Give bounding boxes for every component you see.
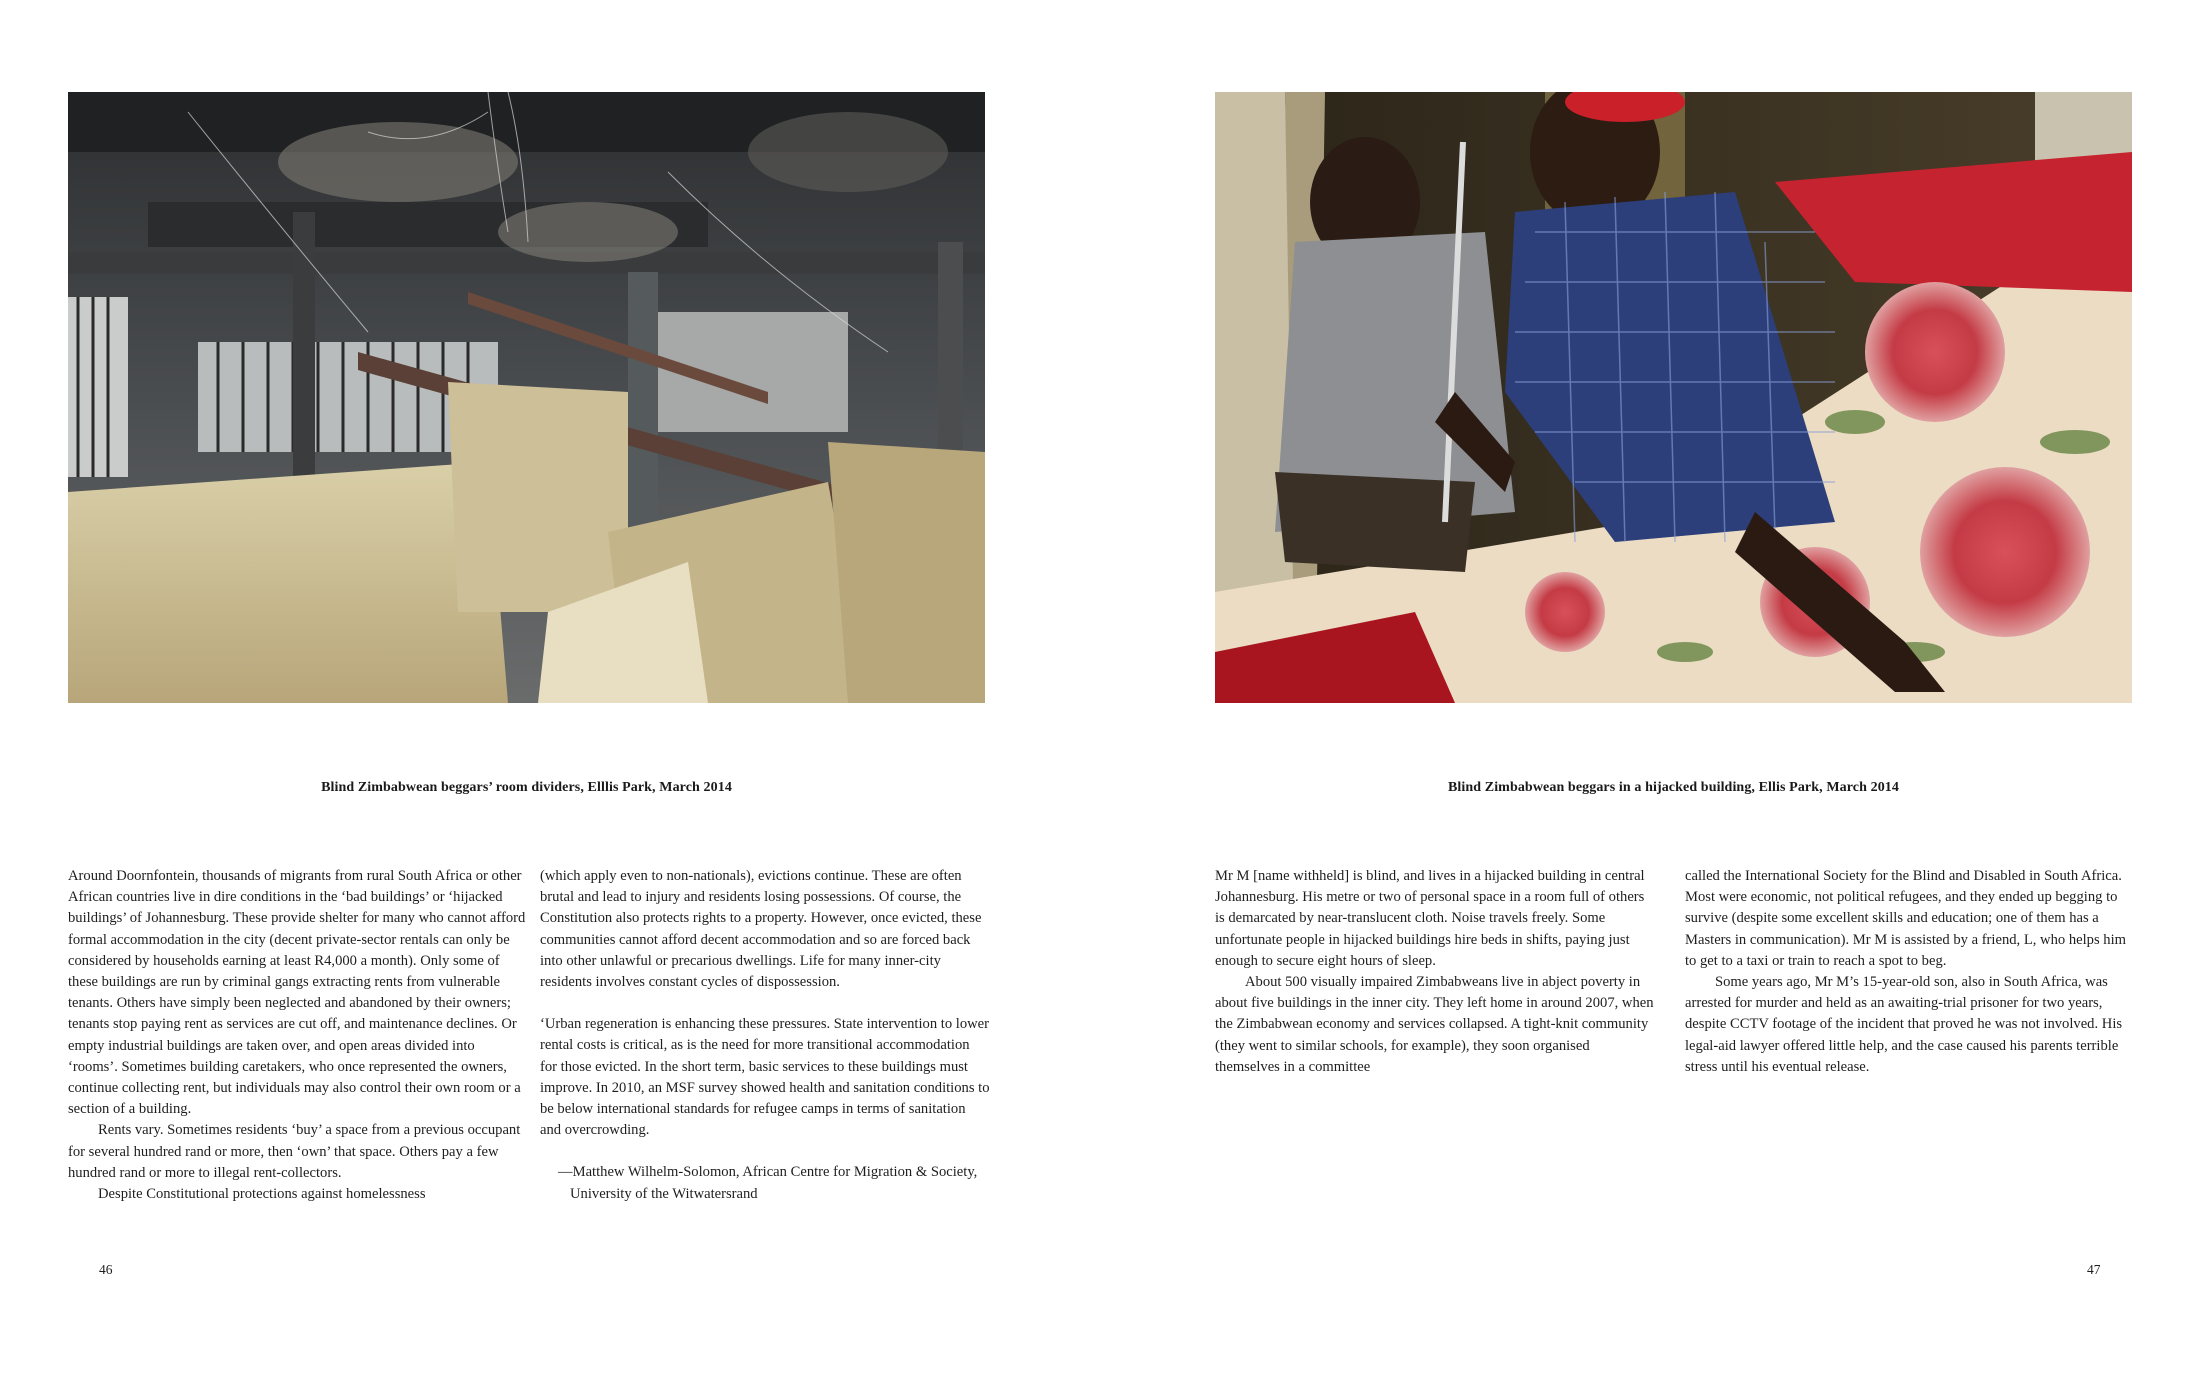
attribution: —Matthew Wilhelm-Solomon, African Centre for Migration & Society, University of the Witwatersrand — [558, 1164, 978, 1202]
text-column-2 — [1685, 866, 2135, 1078]
right-page — [1100, 0, 2200, 1376]
text-column-1 — [68, 866, 526, 1205]
photo-caption: Blind Zimbabwean beggars’ room dividers, Elllis Park, March 2014 — [321, 780, 732, 795]
paragraph: Despite Constitutional protections against homelessness — [98, 1186, 426, 1203]
paragraph: Rents vary. Sometimes residents ‘buy’ a space from a previous occupant for several hundred rand or more, then ‘own’ that space. Others pay a few hundred rand or more to illegal rent-collectors. — [68, 1122, 521, 1181]
paragraph: About 500 visually impaired Zimbabweans live in abject poverty in about five buildings in the inner city. They left home in around 2007, when the Zimbabwean economy and services collapsed. A tight-knit community (they went to similar schools, for example), they soon organised themselves in a committee — [1215, 974, 1654, 1075]
room-dividers-photo — [68, 92, 985, 703]
paragraph: ‘Urban regeneration is enhancing these pressures. State intervention to lower rental costs is critical, as is the need for more transitional accommodation for those evicted. In the short term, basic services to these buildings must improve. In 2010, an MSF survey showed health and sanitation conditions to be below international standards for refugee camps in terms of sanitation and overcrowding. — [540, 1016, 990, 1139]
paragraph: (which apply even to non-nationals), evictions continue. These are often brutal and lead to injury and residents losing possessions. Of course, the Constitution also protects rights to a property. However, once evicted, these communities cannot afford decent accommodation and so are forced back into other unlawful or precarious dwellings. Life for many inner-city residents involves constant cycles of dispossession. — [540, 868, 982, 991]
text-column-1 — [1215, 866, 1655, 1078]
page-number: 46 — [99, 1262, 113, 1277]
paragraph: called the International Society for the Blind and Disabled in South Africa. Most were economic, not political refugees, and they ended up begging to survive (despite some excellent skills and education; one of them has a Masters in communication). Mr M is assisted by a friend, L, who helps him to get to a taxi or train to reach a spot to beg. — [1685, 868, 2126, 969]
paragraph: Some years ago, Mr M’s 15-year-old son, also in South Africa, was arrested for murder and held as an awaiting-trial prisoner for two years, despite CCTV footage of the incident that proved he was not involved. His legal-aid lawyer offered little help, and the case caused his parents terrible stress until his eventual release. — [1685, 974, 2123, 1075]
hijacked-building-photo — [1215, 92, 2132, 703]
paragraph: Around Doornfontein, thousands of migrants from rural South Africa or other African countries live in dire conditions in the ‘bad buildings’ or ‘hijacked buildings’ of Johannesburg. These provide shelter for many who cannot afford formal accommodation in the city (decent private-sector rentals can only be considered by households earning at least R4,000 a month). Only some of these buildings are run by criminal gangs extracting rents from vulnerable tenants. Others have simply been neglected and abandoned by their owners; tenants stop paying rent as services are cut off, and maintenance declines. Or empty industrial buildings are taken over, and open areas divided into ‘rooms’. Sometimes building caretakers, who once represented the owners, continue collecting rent, but individuals may also control their own room or a section of a building. — [68, 868, 526, 1118]
text-column-2 — [540, 866, 990, 1205]
photo-caption: Blind Zimbabwean beggars in a hijacked building, Ellis Park, March 2014 — [1447, 780, 1900, 795]
paragraph: Mr M [name withheld] is blind, and lives in a hijacked building in central Johannesburg. His metre or two of personal space in a room full of others is demarcated by near-translucent cloth. Noise travels freely. Some unfortunate people in hijacked buildings hire beds in shifts, paying just enough to secure eight hours of sleep. — [1215, 868, 1645, 969]
page-number: 47 — [2087, 1262, 2101, 1277]
